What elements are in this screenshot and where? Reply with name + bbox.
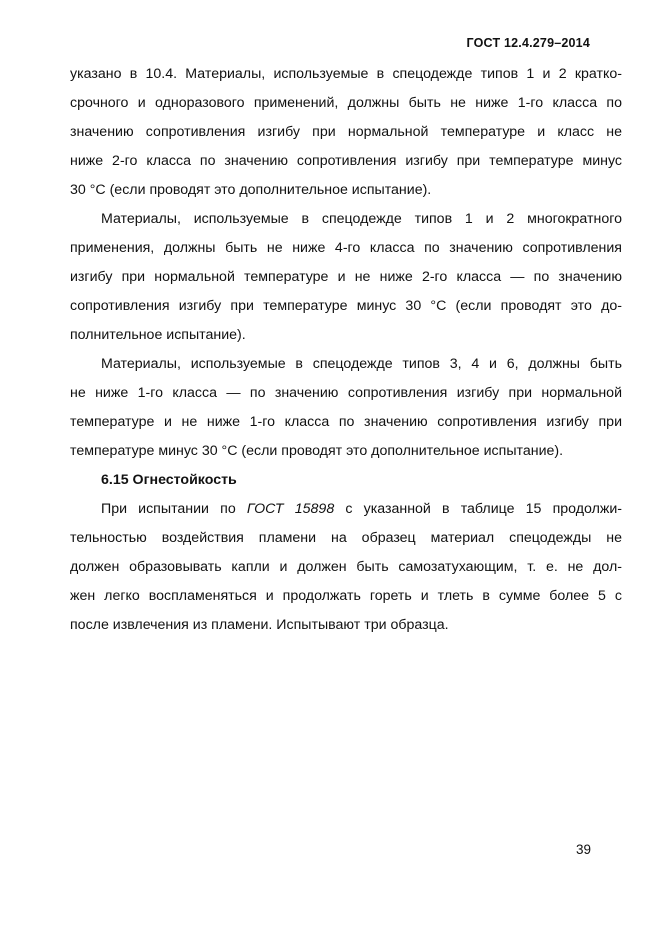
text-line: полнительное испытание). — [70, 327, 246, 343]
text-line: не ниже 1-го класса — по значению сопротивления изгибу при нормальной — [70, 385, 622, 401]
standard-reference: ГОСТ 15898 — [246, 501, 335, 517]
document-code-header: ГОСТ 12.4.279–2014 — [466, 36, 590, 50]
text-line — [70, 495, 622, 524]
text-line: указано в 10.4. Материалы, используемые в спецодежде типов 1 и 2 кратко- — [70, 66, 622, 82]
text-fragment: с указанной в таблице 15 продолжи- — [334, 501, 622, 517]
text-line: 30 °С (если проводят это дополнительное испытание). — [70, 182, 432, 198]
text-line: температуре и не ниже 1-го класса по значению сопротивления изгибу при — [70, 414, 622, 430]
document-body — [70, 60, 622, 640]
text-line: срочного и одноразового применений, должны быть не ниже 1-го класса по — [70, 95, 622, 111]
text-line: тельностью воздействия пламени на образец материал спецодежды не — [70, 530, 622, 546]
text-line: применения, должны быть не ниже 4-го класса по значению сопротивления — [70, 240, 622, 256]
text-line: Материалы, используемые в спецодежде типов 1 и 2 многократного — [101, 211, 622, 227]
paragraph-3 — [70, 350, 622, 466]
text-line: должен образовывать капли и должен быть самозатухающим, т. е. не дол- — [70, 559, 622, 575]
text-fragment: При испытании по — [101, 501, 247, 517]
text-line: Материалы, используемые в спецодежде типов 3, 4 и 6, должны быть — [101, 356, 622, 372]
text-line: температуре минус 30 °С (если проводят это дополнительное испытание). — [70, 443, 564, 459]
text-line: жен легко воспламеняться и продолжать гореть и тлеть в сумме более 5 с — [70, 588, 622, 604]
paragraph-1 — [70, 60, 622, 205]
page-number: 39 — [575, 842, 591, 857]
section-heading: 6.15 Огнестойкость — [101, 472, 237, 488]
text-line: ниже 2-го класса по значению сопротивления изгибу при температуре минус — [70, 153, 622, 169]
text-line: сопротивления изгибу при температуре минус 30 °С (если проводят это до- — [70, 298, 622, 314]
text-line: изгибу при нормальной температуре и не ниже 2-го класса — по значению — [70, 269, 622, 285]
text-line: значению сопротивления изгибу при нормальной температуре и класс не — [70, 124, 622, 140]
paragraph-4 — [70, 495, 622, 640]
text-line: после извлечения из пламени. Испытывают три образца. — [70, 617, 449, 633]
paragraph-2 — [70, 205, 622, 350]
